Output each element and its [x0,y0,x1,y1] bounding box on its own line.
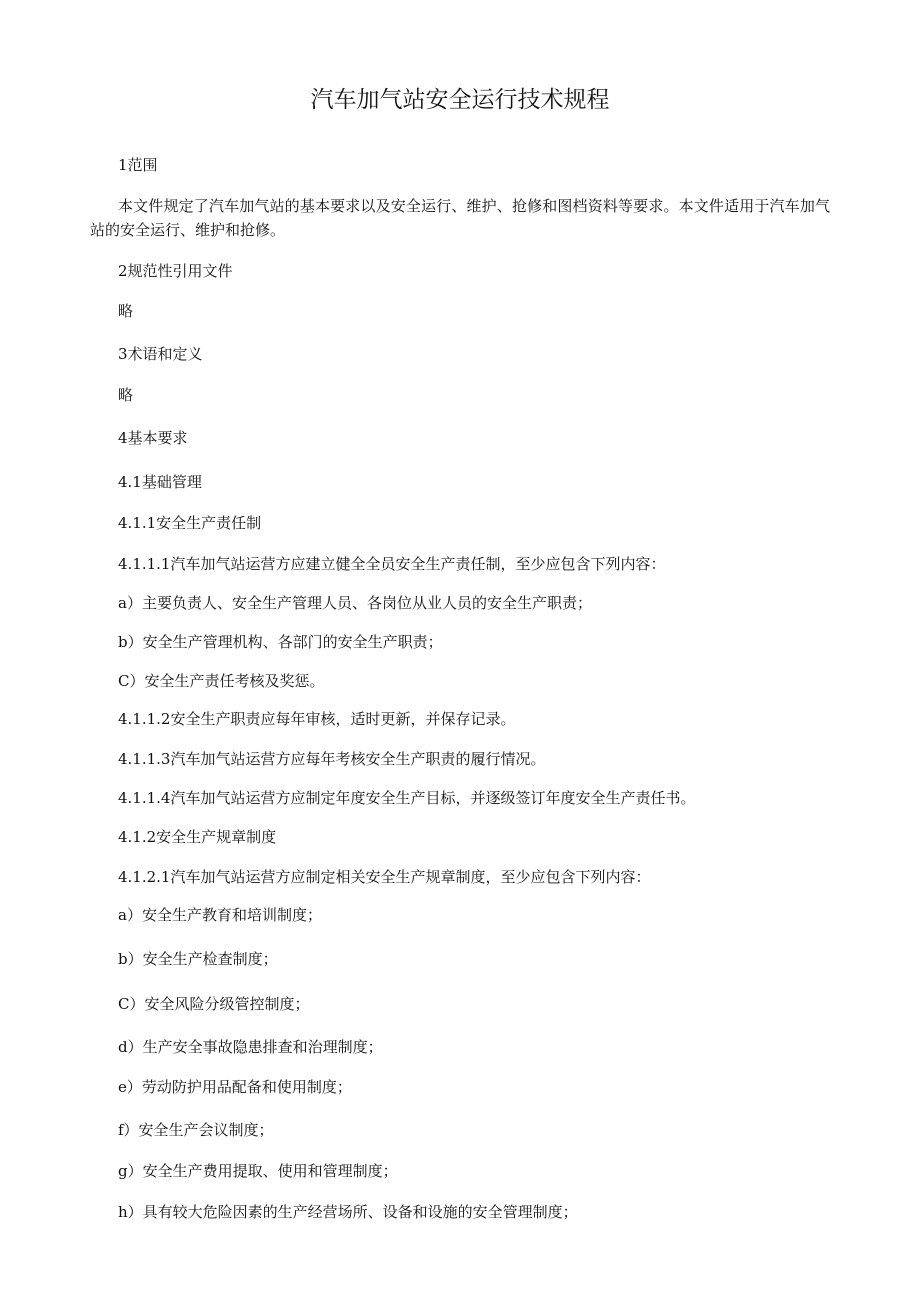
section-1-heading: 1范围 [118,156,158,174]
section-2-heading: 2规范性引用文件 [118,262,233,280]
clause-4-1-1-4: 4.1.1.4汽车加气站运营方应制定年度安全生产目标，并逐级签订年度安全生产责任书。 [118,789,696,807]
section-4-heading: 4基本要求 [118,429,188,447]
list-item: C）安全风险分级管控制度； [118,995,310,1013]
section-3-heading: 3术语和定义 [118,345,203,363]
list-item: a）安全生产教育和培训制度； [118,906,322,924]
clause-4-1-1-3: 4.1.1.3汽车加气站运营方应每年考核安全生产职责的履行情况。 [118,750,546,768]
list-item: C）安全生产责任考核及奖惩。 [118,672,325,690]
clause-4-1-1-2: 4.1.1.2安全生产职责应每年审核，适时更新，并保存记录。 [118,710,516,728]
list-item: b）安全生产检查制度； [118,950,278,968]
list-item: h）具有较大危险因素的生产经营场所、设备和设施的安全管理制度； [118,1203,578,1221]
section-2-body: 略 [118,302,134,320]
list-item: e）劳动防护用品配备和使用制度； [118,1078,352,1096]
section-4-1-1-heading: 4.1.1安全生产责任制 [118,514,262,532]
clause-4-1-2-1: 4.1.2.1汽车加气站运营方应制定相关安全生产规章制度，至少应包含下列内容： [118,868,651,886]
clause-4-1-1-1: 4.1.1.1汽车加气站运营方应建立健全全员安全生产责任制，至少应包含下列内容： [118,555,666,573]
section-4-1-heading: 4.1基础管理 [118,473,202,491]
list-item: g）安全生产费用提取、使用和管理制度； [118,1162,398,1180]
section-4-1-2-heading: 4.1.2安全生产规章制度 [118,828,277,846]
document-title: 汽车加气站安全运行技术规程 [310,87,610,113]
list-item: d）生产安全事故隐患排查和治理制度； [118,1038,383,1056]
section-3-body: 略 [118,386,134,404]
section-1-paragraph: 本文件规定了汽车加气站的基本要求以及安全运行、维护、抢修和图档资料等要求。本文件适用于汽车加气站的安全运行、维护和抢修。 [90,197,830,239]
list-item: a）主要负责人、安全生产管理人员、各岗位从业人员的安全生产职责； [118,594,592,612]
list-item: f）安全生产会议制度； [118,1121,274,1139]
list-item: b）安全生产管理机构、各部门的安全生产职责； [118,633,443,651]
